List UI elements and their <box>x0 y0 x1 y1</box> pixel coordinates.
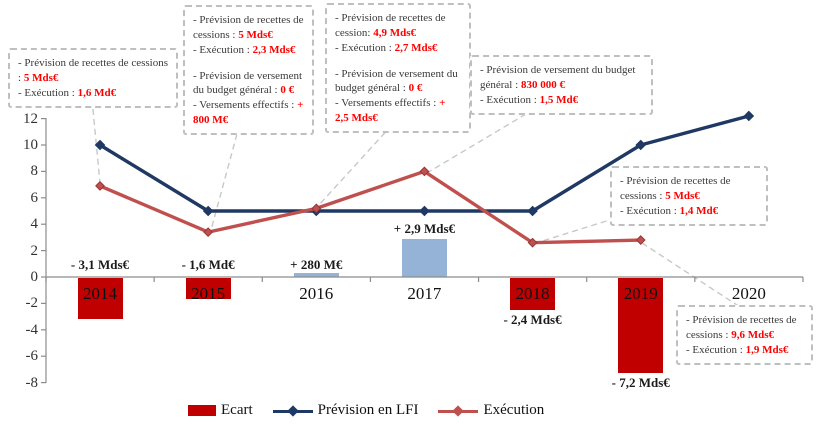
annotation-2017 <box>470 55 653 115</box>
annotation-text: - Exécution : <box>686 343 746 356</box>
annotation-2016-line-5 <box>335 96 461 126</box>
annotation-2016-line-1 <box>335 11 461 41</box>
y-tick-label--4: -4 <box>25 321 38 338</box>
annotation-value: + 2,5 Mds€ <box>335 97 446 125</box>
annotation-2018-line-2 <box>620 204 758 219</box>
execution-marker-2019 <box>637 236 645 244</box>
y-tick-label--8: -8 <box>25 374 38 391</box>
legend-line-marker <box>453 405 464 416</box>
annotation-text: - Prévision de recettes de cessions : <box>620 175 731 202</box>
annotation-text: - Prévision de versement du budget général : <box>193 69 303 97</box>
annotation-text: - Exécution : <box>193 43 253 56</box>
y-tick-label--6: -6 <box>25 348 38 365</box>
annotation-2015-line-2 <box>193 43 304 58</box>
x-label-2015: 2015 <box>191 284 226 303</box>
annotation-2015-leader-line <box>211 134 237 230</box>
annotation-text: - Exécution : <box>335 41 395 54</box>
annotation-text: - Prévision de recettes de cessions : <box>18 57 168 84</box>
annotation-2015 <box>183 5 314 135</box>
bar-value-label-2016: + 280 M€ <box>290 257 343 272</box>
x-label-2016: 2016 <box>299 284 334 303</box>
bar-value-label-2014: - 3,1 Mds€ <box>70 257 130 272</box>
bar-value-label-2015: - 1,6 Md€ <box>181 257 235 272</box>
annotation-value: 0 € <box>408 82 423 95</box>
annotation-value: 1,4 Md€ <box>679 204 719 217</box>
annotation-2018-line-1 <box>620 174 758 204</box>
bar-value-label-2017: + 2,9 Mds€ <box>393 220 456 236</box>
legend-swatch-ecart <box>188 405 216 416</box>
y-tick-label-12: 12 <box>23 110 38 127</box>
y-tick-label-10: 10 <box>23 137 38 153</box>
annotation-text: - Prévision de versement du budget général : <box>480 64 636 91</box>
annotation-value: 5 Mds€ <box>665 189 700 202</box>
legend <box>188 402 544 419</box>
y-tick-label-8: 8 <box>30 163 38 180</box>
annotation-2014 <box>8 48 178 108</box>
annotation-2015-line-3 <box>193 58 304 69</box>
bar-value-label-2018: - 2,4 Mds€ <box>503 311 562 327</box>
annotation-2016-line-2 <box>335 41 461 56</box>
annotation-2019-line-2 <box>686 343 803 358</box>
annotation-text: - Prévision de versement du budget général : <box>335 67 458 95</box>
annotation-2019 <box>676 305 813 365</box>
legend-line-sample <box>273 405 313 417</box>
annotation-2015-line-5 <box>193 98 304 128</box>
annotation-value: 830 000 € <box>520 78 565 91</box>
annotation-2017-line-1 <box>480 63 643 93</box>
legend-label: Ecart <box>221 402 253 418</box>
legend-label: Prévision en LFI <box>317 402 419 418</box>
annotation-value: 9,6 Mds€ <box>731 328 775 341</box>
y-tick-label-6: 6 <box>30 189 38 206</box>
x-label-2018: 2018 <box>515 284 550 303</box>
annotation-value: 2,3 Mds€ <box>252 43 296 56</box>
annotation-value: 1,5 Md€ <box>539 93 579 106</box>
annotation-value: 4,9 Mds€ <box>373 26 416 39</box>
annotation-value: 2,7 Mds€ <box>394 41 438 54</box>
annotation-2016-line-4 <box>335 67 461 97</box>
annotation-text: - Versements effectifs : <box>193 99 298 112</box>
annotation-value: 5 Mds€ <box>238 28 273 41</box>
annotation-value: + 800 M€ <box>193 99 304 127</box>
annotation-text: - Exécution : <box>480 93 540 106</box>
y-tick-label--2: -2 <box>25 295 38 312</box>
y-tick-label-2: 2 <box>30 242 38 259</box>
annotation-2015-line-4 <box>193 69 304 99</box>
annotation-text: - Prévision de recettes de cessions : <box>193 14 304 41</box>
legend-line-marker <box>287 405 298 416</box>
x-label-2020: 2020 <box>731 284 766 303</box>
annotation-text: - Prévision de recettes de cession: <box>335 12 446 39</box>
annotation-value: 1,6 Md€ <box>77 86 117 99</box>
annotation-value: 0 € <box>280 84 295 97</box>
annotation-2014-line-2 <box>18 86 168 101</box>
legend-item-pr-vision-en-lfi <box>273 402 419 419</box>
annotation-value: 1,9 Mds€ <box>745 343 789 356</box>
annotation-text: - Versements effectifs : <box>335 97 440 110</box>
annotation-2018 <box>610 166 768 226</box>
x-label-2019: 2019 <box>623 284 658 303</box>
legend-item-ex-cution <box>438 402 544 419</box>
y-tick-label-0: 0 <box>30 269 38 285</box>
legend-label: Exécution <box>483 402 545 418</box>
prevision-marker-2020 <box>744 111 753 120</box>
annotation-2014-line-1 <box>18 56 168 86</box>
x-label-2017: 2017 <box>407 284 442 303</box>
annotation-value: 5 Mds€ <box>23 71 59 84</box>
annotation-2015-line-1 <box>193 13 304 43</box>
annotation-text: - Exécution : <box>620 204 680 217</box>
annotation-text: - Exécution : <box>18 86 78 99</box>
bar-value-label-2019: - 7,2 Mds€ <box>611 375 670 391</box>
prevision-marker-2017 <box>420 206 429 215</box>
y-tick-label-4: 4 <box>30 216 38 233</box>
legend-line-sample <box>438 405 478 417</box>
annotation-2017-line-2 <box>480 93 643 108</box>
legend-item-ecart <box>188 402 253 419</box>
annotation-2016 <box>325 3 471 133</box>
annotation-2019-line-1 <box>686 313 803 343</box>
x-label-2014: 2014 <box>83 284 117 303</box>
annotation-2016-line-3 <box>335 56 461 67</box>
annotation-text: - Prévision de recettes de cessions : <box>686 314 797 341</box>
